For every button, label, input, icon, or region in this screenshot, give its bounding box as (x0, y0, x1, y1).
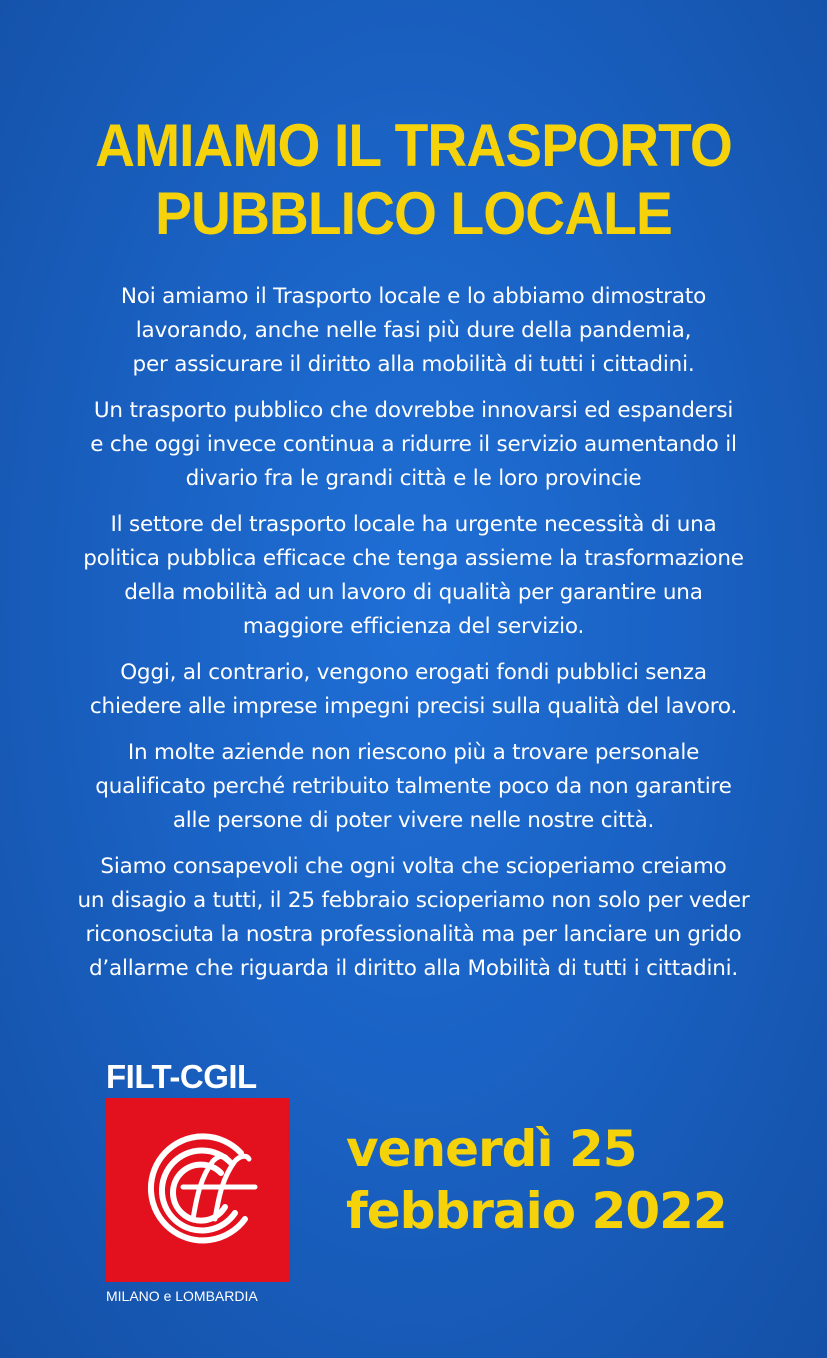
filt-emblem-icon (123, 1115, 273, 1265)
text-line: In molte aziende non riescono più a trovare personale (127, 740, 700, 765)
text-line: Noi amiamo il Trasporto locale e lo abbiamo dimostrato (120, 284, 707, 309)
paragraph-6 (20, 850, 807, 986)
paragraph-4 (20, 656, 807, 724)
body-text (20, 280, 807, 998)
text-line: qualificato perché retribuito talmente poco da non garantire (95, 774, 732, 799)
text-line: per assicurare il diritto alla mobilità di tutti i cittadini. (132, 352, 695, 377)
text-line: riconosciuta la nostra professionalità ma per lanciare un grido (85, 922, 742, 947)
paragraph-2 (20, 394, 807, 496)
title-line-2: PUBBLICO LOCALE (155, 180, 672, 247)
text-line: alle persone di poter vivere nelle nostre città. (172, 808, 655, 833)
text-line: un disagio a tutti, il 25 febbraio scioperiamo non solo per veder (77, 888, 750, 913)
logo-name: FILT-CGIL (106, 1058, 257, 1095)
paragraph-3 (20, 508, 807, 644)
paragraph-1 (20, 280, 807, 382)
filt-cgil-logo (106, 1058, 292, 1304)
logo-subtitle: MILANO e LOMBARDIA (106, 1288, 258, 1304)
logo-box (106, 1098, 290, 1282)
text-line: maggiore efficienza del servizio. (242, 614, 585, 639)
text-line: divario fra le grandi città e le loro provincie (185, 466, 642, 491)
date-line-2: febbraio 2022 (346, 1182, 727, 1240)
text-line: politica pubblica efficace che tenga assieme la trasformazione (83, 546, 744, 571)
text-line: lavorando, anche nelle fasi più dure della pandemia, (135, 318, 692, 343)
text-line: Siamo consapevoli che ogni volta che scioperiamo creiamo (100, 854, 727, 879)
text-line: della mobilità ad un lavoro di qualità per garantire una (124, 580, 703, 605)
title-line-1: AMIAMO IL TRASPORTO (95, 112, 732, 179)
page-title (33, 112, 794, 248)
paragraph-5 (20, 736, 807, 838)
text-line: chiedere alle imprese impegni precisi sulla qualità del lavoro. (89, 694, 738, 719)
text-line: d’allarme che riguarda il diritto alla Mobilità di tutti i cittadini. (88, 956, 739, 981)
text-line: Un trasporto pubblico che dovrebbe innovarsi ed espandersi (93, 398, 734, 423)
text-line: Oggi, al contrario, vengono erogati fondi pubblici senza (120, 660, 707, 685)
strike-date (346, 1118, 727, 1242)
text-line: Il settore del trasporto locale ha urgente necessità di una (110, 512, 717, 537)
date-line-1: venerdì 25 (346, 1120, 637, 1178)
text-line: e che oggi invece continua a ridurre il servizio aumentando il (90, 432, 737, 457)
